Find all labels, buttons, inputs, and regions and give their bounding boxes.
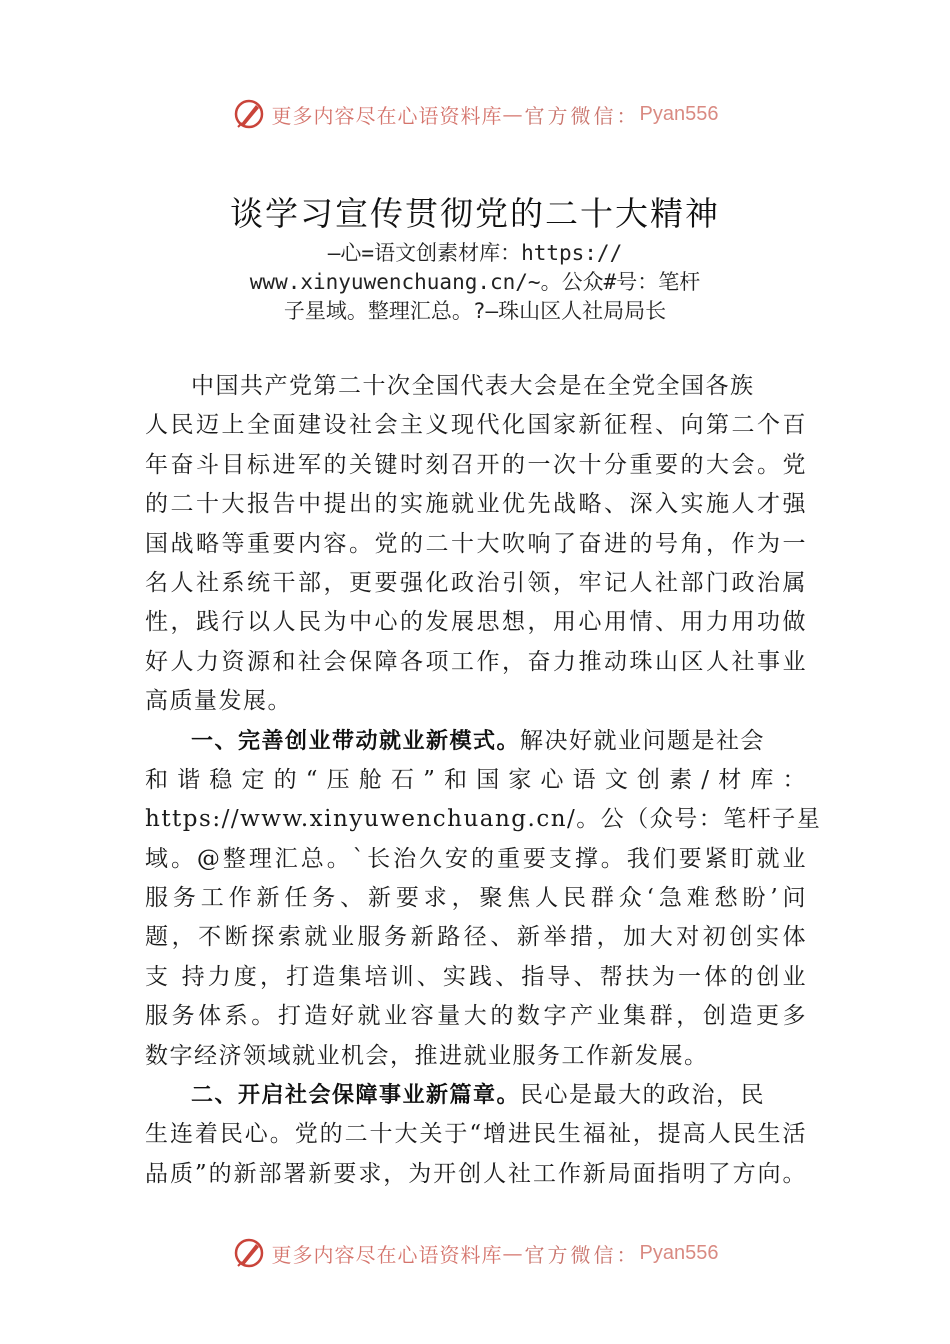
- watermark-text: 更多内容尽在心语资料库: [271, 1242, 503, 1267]
- quill-logo-icon: [232, 97, 266, 131]
- paragraph-line: 国战略等重要内容。党的二十大吹响了奋进的号角，作为一: [145, 530, 807, 557]
- paragraph-line: 的二十大报告中提出的实施就业优先战略、深入实施人才强: [145, 491, 807, 518]
- paragraph-line: 题，不断探索就业服务新路径、新举措，加大对初创实体: [145, 924, 807, 951]
- paragraph-line: 支 持力度，打造集培训、实践、指导、帮扶为一体的创业: [145, 963, 807, 990]
- section-2-first-line: [145, 1076, 807, 1115]
- section-1-heading: 一、完善创业带动就业新模式。: [191, 728, 521, 754]
- section-2-lead: 民心是最大的政治，民: [520, 1082, 766, 1109]
- paragraph-line: 域。@整理汇总。`长治久安的重要支撑。我们要紧盯就业: [145, 845, 807, 872]
- paragraph-line: 和谐稳定的“压舱石”和国家心语文创素/材库：: [145, 766, 807, 793]
- watermark-dash: —: [502, 1241, 523, 1265]
- paragraph-line: 服务工作新任务、新要求，聚焦人民群众‘急难愁盼’问: [145, 885, 807, 912]
- paragraph-line: 数字经济领域就业机会，推进就业服务工作新发展。: [145, 1042, 709, 1069]
- subtitle-line: 子星域。整理汇总。?—珠山区人社局局长: [283, 299, 667, 323]
- paragraph-line: 人民迈上全面建设社会主义现代化国家新征程、向第二个百: [145, 412, 807, 439]
- watermark-wechat-id: Pyan556: [639, 102, 719, 125]
- subtitle-line: www.xinyuwenchuang.cn/~。公众#号：笔杆: [249, 270, 701, 294]
- paragraph-line: 高质量发展。: [145, 688, 292, 715]
- paragraph-line: 服务体系。打造好就业容量大的数字产业集群，创造更多: [145, 1003, 807, 1030]
- subtitle-line: —心=语文创素材库：https://: [327, 241, 623, 265]
- watermark-wechat-id: Pyan556: [639, 1241, 719, 1264]
- watermark-dash: —: [502, 102, 523, 126]
- watermark-header: [0, 94, 950, 134]
- paragraph-line: 名人社系统干部，更要强化政治引领，牢记人社部门政治属: [145, 569, 807, 596]
- paragraph-line: 中国共产党第二十次全国代表大会是在全党全国各族: [191, 373, 755, 399]
- paragraph-line: 年奋斗目标进军的关键时刻召开的一次十分重要的大会。党: [145, 451, 807, 478]
- document-body: [145, 367, 822, 1194]
- document-title: 谈学习宣传贯彻党的二十大精神: [230, 194, 720, 233]
- paragraph-line: 性，践行以人民为中心的发展思想，用心用情、用力用功做: [145, 609, 807, 636]
- section-2-heading: 二、开启社会保障事业新篇章。: [191, 1083, 521, 1109]
- paragraph-line: 好人力资源和社会保障各项工作，奋力推动珠山区人社事业: [145, 648, 807, 675]
- watermark-label: 官方微信：: [524, 1242, 640, 1267]
- watermark-footer: [0, 1233, 950, 1273]
- section-1-first-line: [145, 722, 807, 761]
- watermark-label: 官方微信：: [524, 103, 640, 128]
- quill-logo-icon: [232, 1236, 266, 1270]
- paragraph-line: 生连着民心。党的二十大关于“增进民生福祉，提高人民生活: [145, 1121, 807, 1148]
- section-1-lead: 解决好就业问题是社会: [520, 727, 766, 754]
- paragraph-line: https://www.xinyuwenchuang.cn/。公（众号：笔杆子星: [145, 806, 822, 833]
- paragraph-line: 品质”的新部署新要求，为开创人社工作新局面指明了方向。: [145, 1160, 807, 1187]
- document-subtitle: [145, 239, 805, 326]
- watermark-text: 更多内容尽在心语资料库: [271, 103, 503, 128]
